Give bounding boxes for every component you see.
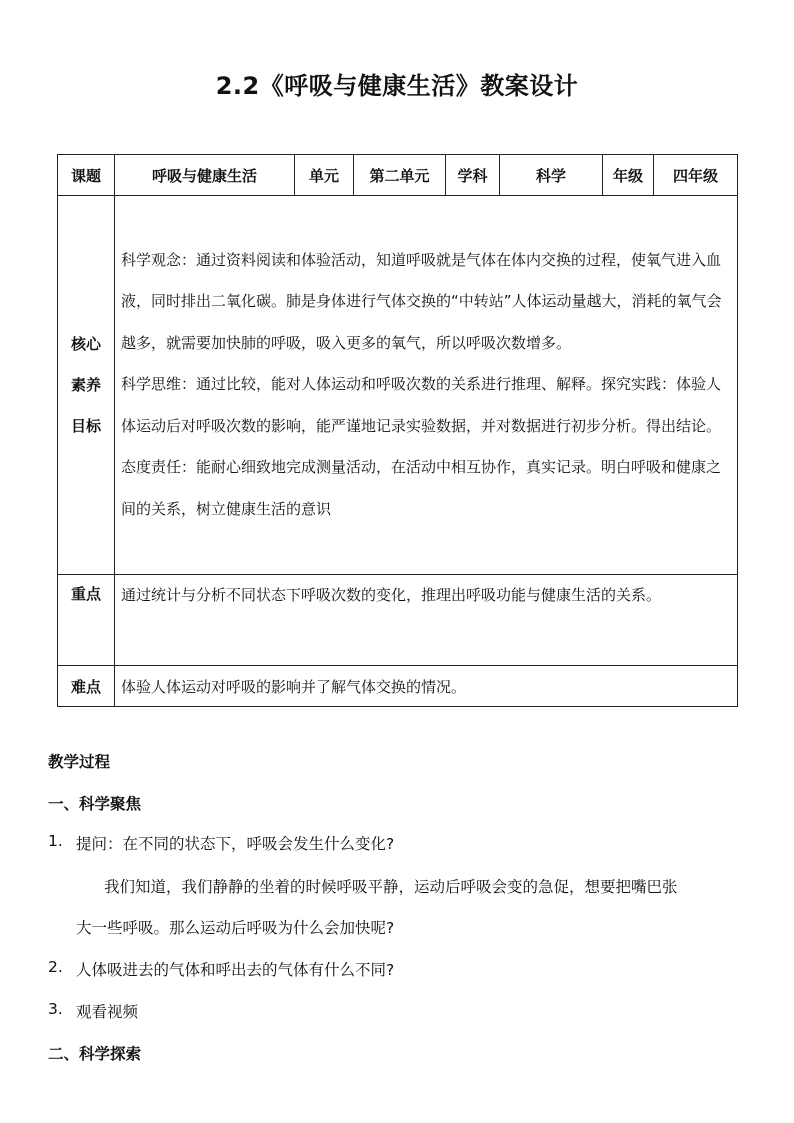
grade-label: 年级 (603, 155, 654, 196)
unit-value: 第二单元 (354, 155, 446, 196)
list-item-text: 人体吸进去的气体和呼出去的气体有什么不同? (76, 961, 395, 979)
list-item (48, 1000, 63, 1018)
list-item-text: 提问：在不同的状态下，呼吸会发生什么变化? (76, 835, 395, 853)
list-item (48, 832, 63, 850)
goals-row (58, 196, 738, 575)
goals-label-line3: 目标 (70, 416, 101, 435)
goals-label-line2: 素养 (70, 375, 101, 394)
goals-content (115, 196, 738, 575)
topic-value: 呼吸与健康生活 (115, 155, 295, 196)
grade-value: 四年级 (654, 155, 738, 196)
goals-label-line1: 核心 (70, 334, 101, 353)
paragraph-line: 我们知道，我们静静的坐着的时候呼吸平静，运动后呼吸会变的急促，想要把嘴巴张 (104, 878, 678, 896)
unit-label: 单元 (295, 155, 354, 196)
subject-label: 学科 (446, 155, 500, 196)
goals-paragraph-concept: 科学观念：通过资料阅读和体验活动，知道呼吸就是气体在体内交换的过程，使氧气进入血液，同时排出二氧化碳。肺是身体进行气体交换的“中转站”人体运动量越大，消耗的氧气会越多，就需要加快肺的呼吸，吸入更多的氧气，所以呼吸次数增多。 (121, 250, 722, 352)
key-point-label: 重点 (58, 575, 115, 666)
paragraph-line: 大一些呼吸。那么运动后呼吸为什么会加快呢? (76, 919, 395, 937)
difficulty-label: 难点 (58, 666, 115, 707)
subject-value: 科学 (500, 155, 603, 196)
process-heading: 教学过程 (48, 753, 111, 771)
section-focus-heading: 一、科学聚焦 (48, 795, 142, 813)
list-item-number: 1. (48, 832, 63, 850)
topic-label: 课题 (58, 155, 115, 196)
header-row (58, 155, 738, 196)
difficulty-text: 体验人体运动对呼吸的影响并了解气体交换的情况。 (115, 666, 738, 707)
goals-paragraph-attitude: 态度责任：能耐心细致地完成测量活动，在活动中相互协作，真实记录。明白呼吸和健康之间的关系，树立健康生活的意识 (121, 458, 722, 518)
document-title: 2.2《呼吸与健康生活》教案设计 (215, 72, 579, 100)
list-item (48, 958, 63, 976)
goals-paragraph-thinking: 科学思维：通过比较，能对人体运动和呼吸次数的关系进行推理、解释。探究实践：体验人体运动后对呼吸次数的影响，能严谨地记录实验数据，并对数据进行初步分析。得出结论。 (121, 375, 722, 435)
key-point-text: 通过统计与分析不同状态下呼吸次数的变化，推理出呼吸功能与健康生活的关系。 (115, 575, 738, 666)
list-item-number: 2. (48, 958, 63, 976)
lesson-plan-table (57, 154, 738, 707)
section-explore-heading: 二、科学探索 (48, 1045, 142, 1063)
difficulty-row (58, 666, 738, 707)
goals-label (58, 196, 115, 575)
list-item-number: 3. (48, 1000, 63, 1018)
list-item-text: 观看视频 (76, 1003, 139, 1021)
key-point-row (58, 575, 738, 666)
